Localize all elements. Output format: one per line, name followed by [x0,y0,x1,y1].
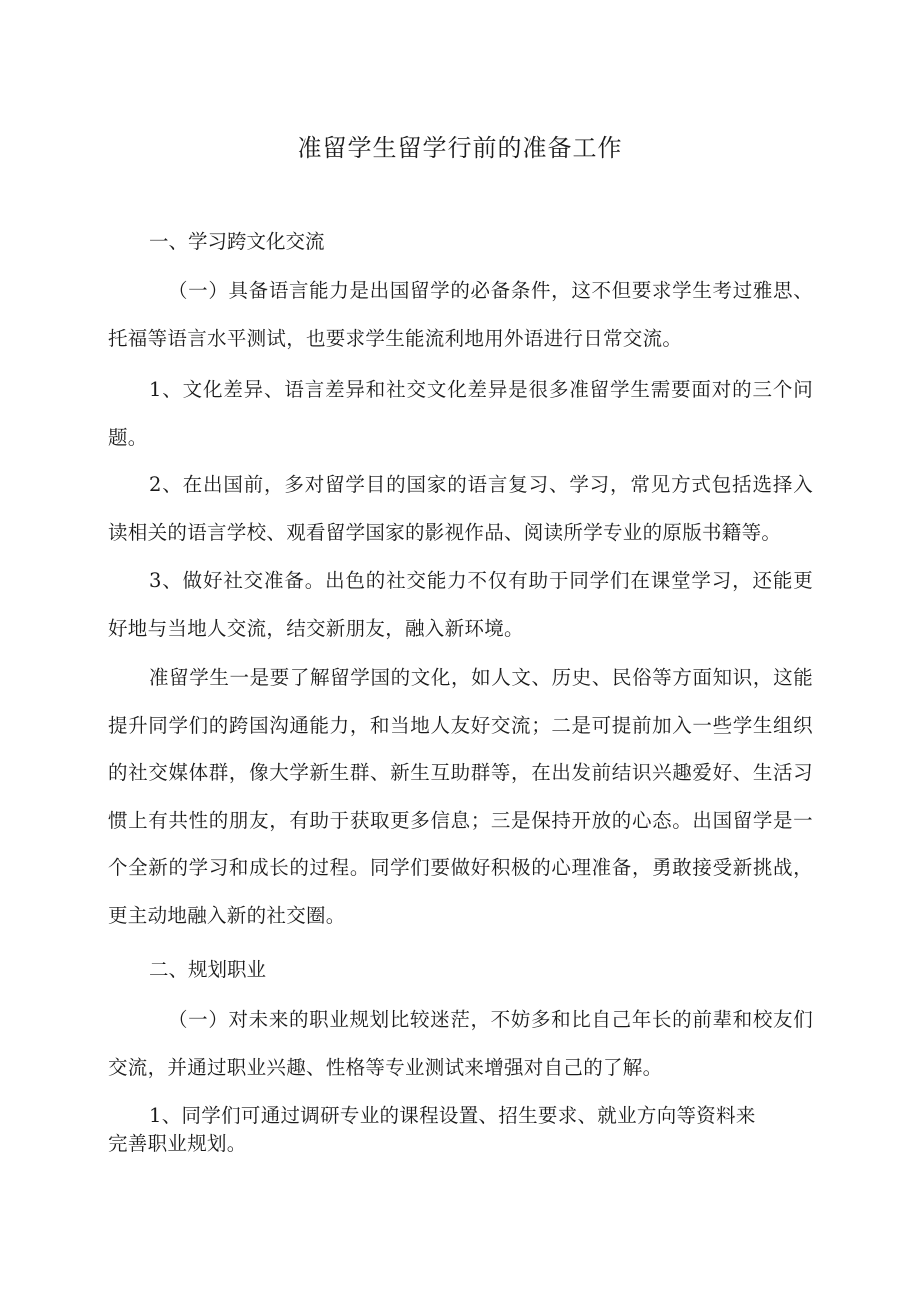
section-heading-career: 二、规划职业 [149,958,267,981]
section-heading-cross-cultural: 一、学习跨文化交流 [149,230,325,253]
paragraph-career-research-line1: 1、同学们可通过调研专业的课程设置、招生要求、就业方向等资料来 [149,1104,756,1127]
paragraph-career-planning: （一）对未来的职业规划比较迷茫，不妨多和比自己年长的前辈和校友们交流，并通过职业兴趣、性格等专业测试来增强对自己的了解。 [108,1008,813,1079]
paragraph-language-study: 2、在出国前，多对留学目的国家的语言复习、学习，常见方式包括选择入读相关的语言学校、观看留学国家的影视作品、阅读所学专业的原版书籍等。 [108,473,813,544]
paragraph-cultural-differences: 1、文化差异、语言差异和社交文化差异是很多准留学生需要面对的三个问题。 [108,378,813,449]
document-title: 准留学生留学行前的准备工作 [297,134,623,162]
paragraph-culture-understanding: 准留学生一是要了解留学国的文化，如人文、历史、民俗等方面知识，这能提升同学们的跨国沟通能力，和当地人友好交流；二是可提前加入一些学生组织的社交媒体群，像大学新生群、新生互助群等，在出发前结识兴趣爱好、生活习惯上有共性的朋友，有助于获取更多信息；三是保持开放的心态。出国留学是一个全新的学习和成长的过程。同学们要做好积极的心理准备，勇敢接受新挑战，更主动地融入新的社交圈。 [108,666,813,927]
paragraph-language-ability: （一）具备语言能力是出国留学的必备条件，这不但要求学生考过雅思、托福等语言水平测试，也要求学生能流利地用外语进行日常交流。 [108,279,813,350]
paragraph-career-research-line2: 完善职业规划。 [108,1132,247,1155]
paragraph-social-prep: 3、做好社交准备。出色的社交能力不仅有助于同学们在课堂学习，还能更好地与当地人交流，结交新朋友，融入新环境。 [108,569,813,640]
